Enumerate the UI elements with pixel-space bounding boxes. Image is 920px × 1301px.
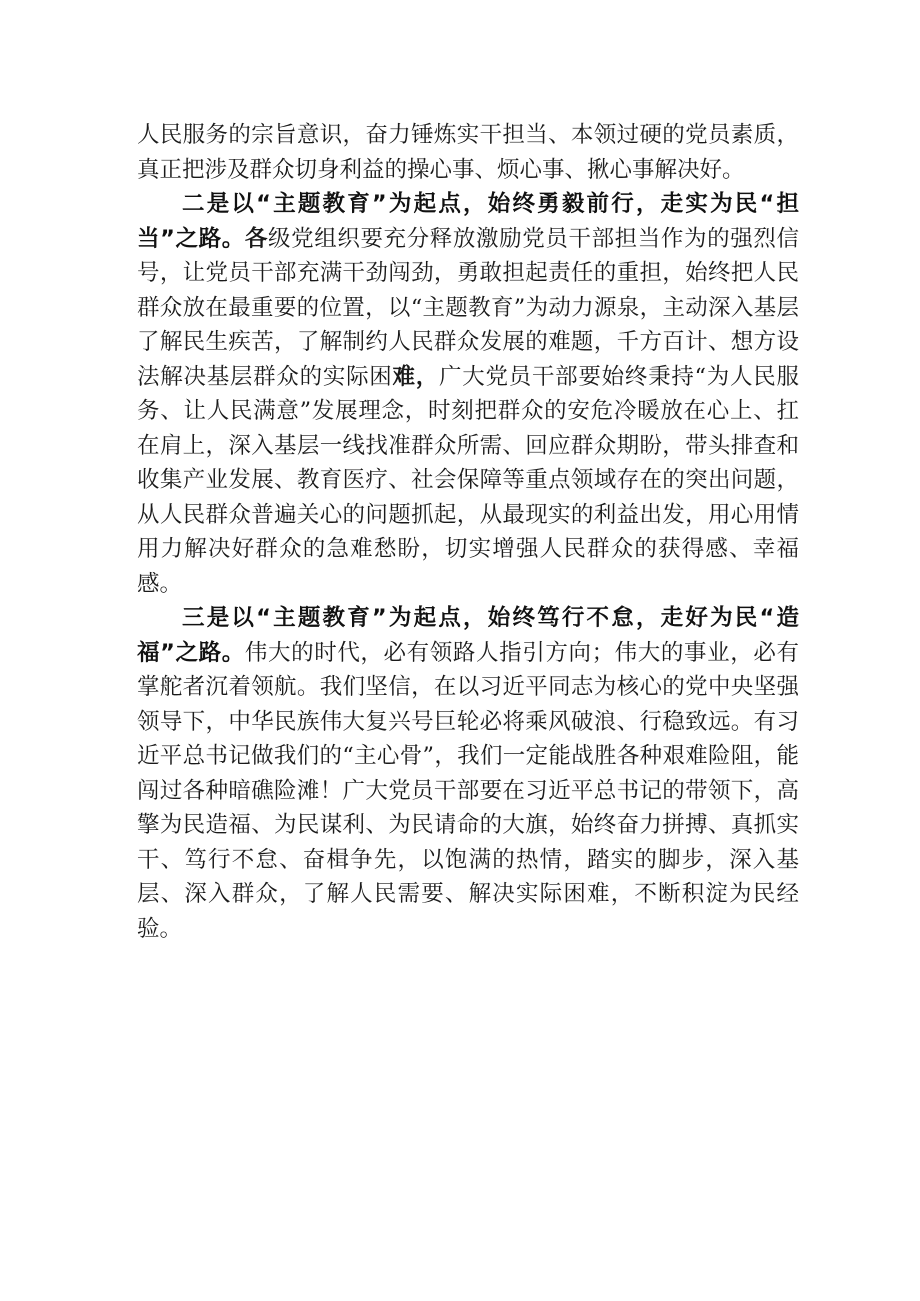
paragraph-1 bbox=[137, 118, 799, 187]
paragraph-2-body-a: 级党组织要充分释放激励党员干部担当作为的强烈信号，让党员干部充满干劲闯劲，勇敢担起责任的重担，始终把人民群众放在最重要的位置，以“主题教育”为动力源泉，主动深入基层了解民生疾苦，了解制约人民群众发展的难题，千方百计、想方设法解决基层群众的实际困 bbox=[137, 225, 799, 390]
paragraph-2-heading: 二是以“主题教育”为起点，始终勇毅前行，走实为民“担当”之路。 bbox=[137, 191, 799, 252]
paragraph-1-body: 人民服务的宗旨意识，奋力锤炼实干担当、本领过硬的党员素质，真正把涉及群众切身利益的操心事、烦心事、揪心事解决好。 bbox=[137, 122, 799, 183]
paragraph-3-body: 伟大的时代，必有领路人指引方向；伟大的事业，必有掌舵者沉着领航。我们坚信，在以习近平同志为核心的党中央坚强领导下，中华民族伟大复兴号巨轮必将乘风破浪、行稳致远。有习近平总书记做我们的“主心骨”，我们一定能战胜各种艰难险阻，能闯过各种暗礁险滩！广大党员干部要在习近平总书记的带领下，高擎为民造福、为民谋利、为民请命的大旗，始终奋力拼搏、真抓实干、笃行不怠、奋楫争先，以饱满的热情，踏实的脚步，深入基层、深入群众，了解人民需要、解决实际困难，不断积淀为民经验。 bbox=[137, 639, 799, 942]
paragraph-3-heading: 三是以“主题教育”为起点，始终笃行不怠，走好为民“造福”之路。 bbox=[137, 605, 799, 666]
document-page bbox=[137, 118, 799, 946]
paragraph-2-lead-word: 各 bbox=[244, 225, 268, 252]
paragraph-2 bbox=[137, 187, 799, 601]
paragraph-2-body-b: 广大党员干部要始终秉持“为人民服务、让人民满意”发展理念，时刻把群众的安危冷暖放在心上、扛在肩上，深入基层一线找准群众所需、回应群众期盼，带头排查和收集产业发展、教育医疗、社会保障等重点领域存在的突出问题，从人民群众普遍关心的问题抓起，从最现实的利益出发，用心用情用力解决好群众的急难愁盼，切实增强人民群众的获得感、幸福感。 bbox=[137, 363, 799, 597]
paragraph-3 bbox=[137, 601, 799, 946]
paragraph-2-emphasis: 难， bbox=[392, 363, 440, 390]
